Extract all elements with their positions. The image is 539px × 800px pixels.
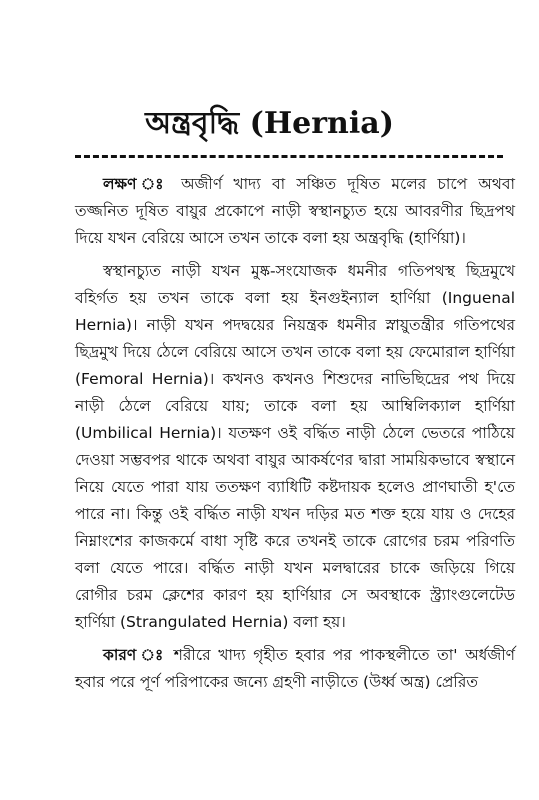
paragraph-symptoms — [75, 171, 515, 252]
page-title: অন্ত্রবৃদ্ধি (Hernia) — [145, 106, 394, 141]
dashed-divider — [75, 155, 503, 158]
causes-label: কারণ ঃ — [103, 646, 167, 664]
paragraph-hernia-types — [75, 258, 515, 636]
hernia-types-text: স্বস্থানচ্যুত নাড়ী যখন মুষ্ক-সংযোজক ধমনীর গতিপথস্থ ছিদ্রমুখে বহির্গত হয় তখন তাকে বলা হয় ইনগুইন্যাল হার্ণিয়া (Inguenal Hernia)। নাড়ী যখন পদদ্বয়ের নিয়ন্ত্রক ধমনীর স্নায়ুতন্ত্রীর গতিপথের ছিদ্রমুখ দিয়ে ঠেলে বেরিয়ে আসে তখন তাকে বলা হয় ফেমোরাল হার্ণিয়া (Femoral Hernia)। কখনও কখনও শিশুদের নাভিছিদ্রের পথ দিয়ে নাড়ী ঠেলে বেরিয়ে যায়; তাকে বলা হয় আম্বিলিক্যাল হার্ণিয়া (Umbilical Hernia)। যতক্ষণ ওই বর্দ্ধিত নাড়ী ঠেলে ভেতরে পাঠিয়ে দেওয়া সম্ভবপর থাকে অথবা বায়ুর আকর্ষণের দ্বারা সাময়িকভাবে স্বস্থানে নিয়ে যেতে পারা যায় ততক্ষণ ব্যাধিটি কষ্টদায়ক হলেও প্রাণঘাতী হ'তে পারে না। কিন্তু ওই বর্দ্ধিত নাড়ী যখন দড়ির মত শক্ত হয়ে যায় ও দেহের নিম্নাংশের কাজকর্মে বাধা সৃষ্টি করে তখনই তাকে রোগের চরম পরিণতি বলা যেতে পারে। বর্দ্ধিত নাড়ী যখন মলদ্বারের চাকে জড়িয়ে গিয়ে রোগীর চরম ক্লেশের কারণ হয় হার্ণিয়ার সে অবস্থাকে স্ট্র্যাংগুলেটেড হার্ণিয়া (Strangulated Hernia) বলা হয়। — [75, 262, 515, 631]
document-body — [75, 171, 515, 702]
causes-text: শরীরে খাদ্য গৃহীত হবার পর পাকস্থলীতে তা' অর্ধজীর্ণ হবার পরে পূর্ণ পরিপাকের জন্যে গ্রহণী নাড়ীতে (উর্ধ্ব অন্ত্র) প্রেরিত — [75, 646, 516, 691]
paragraph-causes — [75, 642, 515, 696]
symptoms-text: অজীর্ণ খাদ্য বা সঞ্চিত দূষিত মলের চাপে অথবা তজ্জনিত দূষিত বায়ুর প্রকোপে নাড়ী স্বস্থানচ্যুত হয়ে আবরণীর ছিদ্রপথ দিয়ে যখন বেরিয়ে আসে তখন তাকে বলা হয় অন্ত্রবৃদ্ধি (হার্ণিয়া)। — [75, 175, 515, 247]
symptoms-label: লক্ষণ ঃ — [103, 175, 170, 193]
